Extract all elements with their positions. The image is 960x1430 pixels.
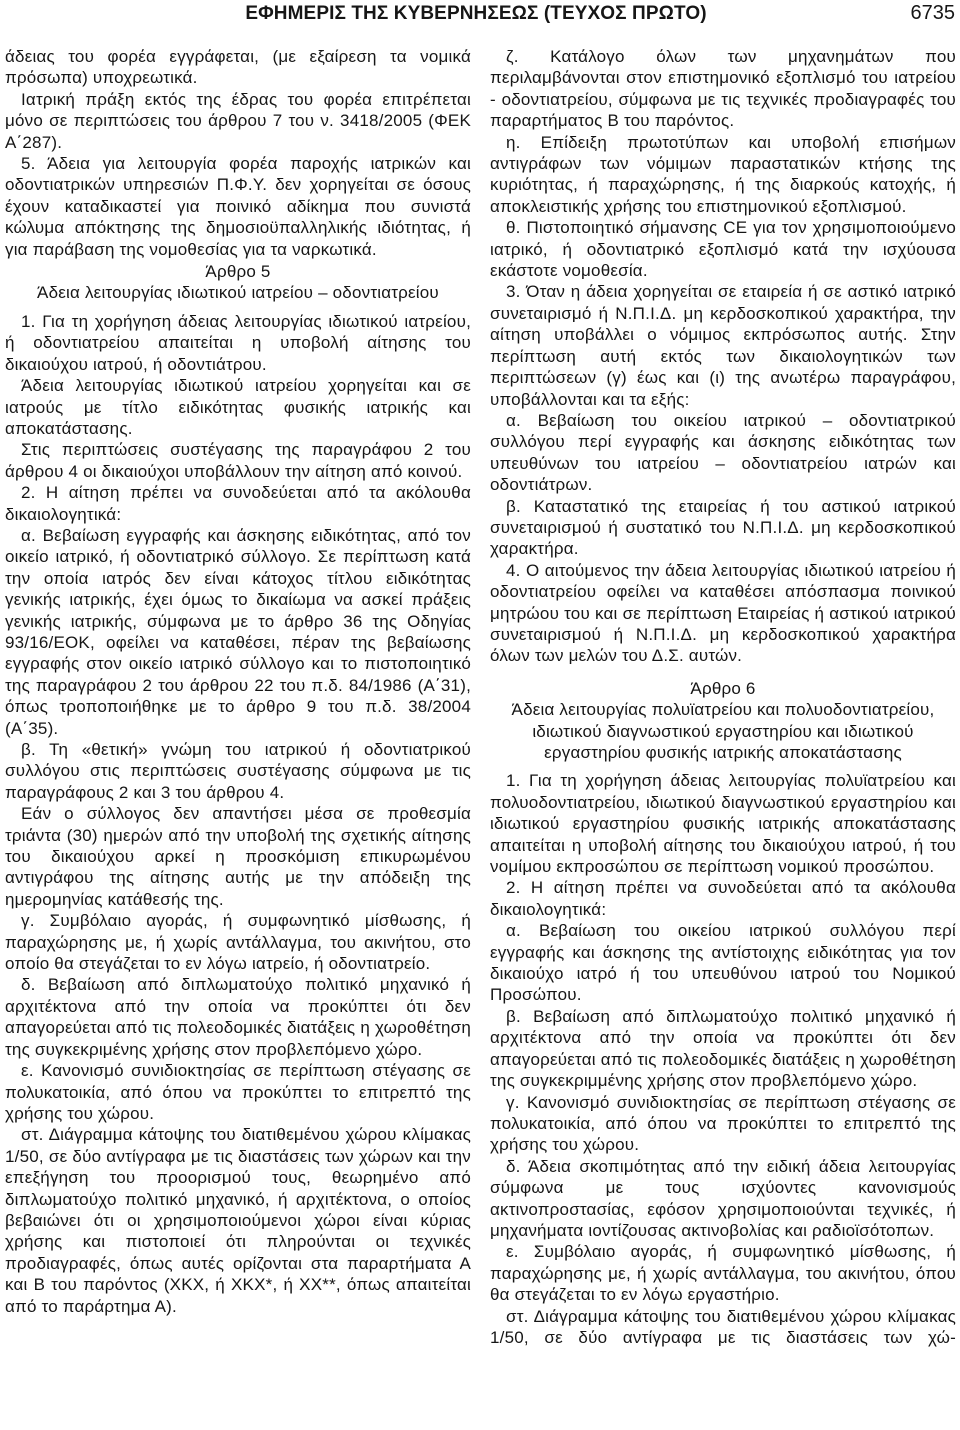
body-paragraph: ε. Κανονισμό συνιδιοκτησίας σε περίπτωση στέγασης σε πολυκατοικία, από όπου να προκύπτει το επιτρεπτό της χρήσης του χώρου. (5, 1061, 471, 1123)
body-paragraph: 4. Ο αιτούμενος την άδεια λειτουργίας ιδιωτικού ιατρείου ή οδοντιατρείου οφείλει να καταθέσει απόσπασμα ποινικού μητρώου του και σε περίπτωση Εταιρείας ή αστικού ιατρικού συνεταιρισμού ή Ν.Π.Ι.Δ. μη κερδοσκοπικού χαρακτήρα όλων των μελών του Δ.Σ. αυτών. (490, 560, 956, 666)
body-paragraph: στ. Διάγραμμα κάτοψης του διατιθεμένου χώρου κλίμακας 1/50, σε δύο αντίγραφα με τις διαστάσεις των χώρων και την επεξήγηση του προορισμού τους, θεωρημένο από διπλωματούχο πολιτικό μηχανικό, ή αρχιτέκτονα, ο οποίος βεβαιώνει ότι οι χρησιμοποιούμενοι χώροι είναι κύριας χρήσης και πιστοποιεί ότι πληρούνται οι τεχνικές προδιαγραφές, όπως αυτές ορίζονται στα παραρτήματα Α και Β του παρόντος (ΧΚΧ, ή ΧΚΧ*, ή ΧΧ**, όπως απαιτείται από το παράρτημα Α). (5, 1125, 471, 1316)
body-paragraph: η. Επίδειξη πρωτοτύπων και υποβολή επισήμων αντιγράφων των νόμιμων παραστατικών κτήσης της κυριότητας, ή παραχώρησης, ή της διαρκούς κατοχής, ή αποκλειστικής χρήσης του επιστημονικού εξοπλισμού. (490, 132, 956, 216)
body-paragraph: Άδεια λειτουργίας ιδιωτικού ιατρείου χορηγείται και σε ιατρούς με τίτλο ειδικότητας φυσικής ιατρικής και αποκατάστασης. (5, 376, 471, 438)
left-column (5, 46, 471, 1317)
right-column (490, 46, 956, 1348)
gazette-title: ΕΦΗΜΕΡΙΣ ΤΗΣ ΚΥΒΕΡΝΗΣΕΩΣ (ΤΕΥΧΟΣ ΠΡΩΤΟ) (245, 3, 707, 24)
body-paragraph: β. Τη «θετική» γνώμη του ιατρικού ή οδοντιατρικού συλλόγου στις περιπτώσεις συστέγασης σύμφωνα με τις παραγράφους 2 και 3 του άρθρου 4. (5, 740, 471, 802)
body-paragraph: α. Βεβαίωση του οικείου ιατρικού – οδοντιατρικού συλλόγου περί εγγραφής και άσκησης ειδικότητας των υπευθύνων του ιατρείου – οδοντιατρείου ιατρών και οδοντιάτρων. (490, 410, 956, 495)
body-paragraph: ε. Συμβόλαιο αγοράς, ή συμφωνητικό μίσθωσης, ή παραχώρησης με, ή χωρίς αντάλλαγμα, του ακινήτου, όπου θα στεγάζεται το εν λόγω εργαστήριο. (490, 1242, 956, 1305)
article-subheading: Άδεια λειτουργίας πολυϊατρείου και πολυοδοντιατρείου, ιδιωτικού διαγνωστικού εργαστηρίου και ιδιωτικού εργαστηρίου φυσικής ιατρικής αποκατάστασης (511, 700, 935, 762)
article-subheading: Άδεια λειτουργίας ιδιωτικού ιατρείου – οδοντιατρείου (37, 283, 439, 303)
page-header (0, 0, 960, 28)
body-paragraph: 5. Άδεια για λειτουργία φορέα παροχής ιατρικών και οδοντιατρικών υπηρεσιών Π.Φ.Υ. δεν χορηγείται σε όσους έχουν καταδικαστεί για ποινικό αδίκημα που συνιστά κώλυμα απόκτησης της δημοσιοϋπαλληλικής ιδιότητας, ή για παράβαση της νομοθεσίας για τα ναρκωτικά. (5, 154, 471, 259)
body-paragraph: δ. Άδεια σκοπιμότητας από την ειδική άδεια λειτουργίας σύμφωνα με τους ισχύοντες κανονισμούς ακτινοπροστασίας, εφόσον χρησιμοποιούνται τεχνικές, ή μηχανήματα ιοντίζουσας ακτινοβολίας και ραδιοϊσότοπων. (490, 1156, 956, 1240)
body-paragraph: Ιατρική πράξη εκτός της έδρας του φορέα επιτρέπεται μόνο σε περιπτώσεις του άρθρου 7 του ν. 3418/2005 (ΦΕΚ Α΄287). (5, 89, 471, 152)
body-paragraph: στ. Διάγραμμα κάτοψης του διατιθεμένου χώρου κλίμακας 1/50, σε δύο αντίγραφα με τις διαστάσεις των χώ- (490, 1306, 956, 1347)
body-paragraph: 2. Η αίτηση πρέπει να συνοδεύεται από τα ακόλουθα δικαιολογητικά: (5, 483, 471, 524)
body-paragraph: α. Βεβαίωση εγγραφής και άσκησης ειδικότητας, από τον οικείο ιατρικό, ή οδοντιατρικό σύλλογο. Σε περίπτωση κατά την οποία ιατρός δεν είναι κάτοχος τίτλου ειδικότητας γενικής ιατρικής, έχει όμως το δικαίωμα να ασκεί πράξεις γενικής ιατρικής, σύμφωνα με το άρθρο 36 της Οδηγίας 93/16/ΕΟΚ, οφείλει να καταθέσει, πέραν της βεβαίωσης εγγραφής στον οικείο ιατρικό σύλλογο και το πιστοποιητικό της παραγράφου 2 του άρθρου 22 του π.δ. 84/1986 (Α΄31), όπως τροποποιήθηκε με το άρθρο 9 του π.δ. 38/2004 (Α΄35). (5, 525, 471, 738)
page-number: 6735 (910, 2, 955, 24)
body-paragraph: 3. Όταν η άδεια χορηγείται σε εταιρεία ή σε αστικό ιατρικό συνεταιρισμό ή Ν.Π.Ι.Δ. μη κερδοσκοπικού χαρακτήρα, την αίτηση υποβάλλει ο νόμιμος εκπρόσωπος αυτής. Στην περίπτωση αυτή εκτός των δικαιολογητικών των περιπτώσεων (γ) έως και (ι) της ανωτέρω παραγράφου, υποβάλλονται και τα εξής: (490, 282, 956, 409)
body-paragraph: β. Βεβαίωση από διπλωματούχο πολιτικό μηχανικό ή αρχιτέκτονα από την οποία να προκύπτει ότι δεν απαγορεύεται από τις πολεοδομικές διατάξεις η χωροθέτηση της συγκεκριμμένης χρήσης στον προβλεπόμενο χώρο. (490, 1006, 956, 1091)
body-paragraph: 1. Για τη χορήγηση άδειας λειτουργίας ιδιωτικού ιατρείου, ή οδοντιατρείου απαιτείται η υποβολή αίτησης του δικαιούχου ιατρού, ή οδοντιάτρου. (5, 311, 471, 374)
body-paragraph: α. Βεβαίωση του οικείου ιατρικού συλλόγου περί εγγραφής και άσκησης της αντίστοιχης ειδικότητας για τον δικαιούχο ιατρό ή του υπευθύνου ιατρού του Νομικού Προσώπου. (490, 921, 956, 1005)
body-paragraph: γ. Συμβόλαιο αγοράς, ή συμφωνητικό μίσθωσης, ή παραχώρησης με, ή χωρίς αντάλλαγμα, του ακινήτου, στο οποίο θα στεγάζεται το εν λόγω ιατρείο, ή οδοντιατρείο. (5, 911, 471, 974)
body-paragraph: 1. Για τη χορήγηση άδειας λειτουργίας πολυϊατρείου και πολυοδοντιατρείου, ιδιωτικού διαγνωστικού εργαστηρίου και ιδιωτικού εργαστηρίου φυσικής ιατρικής αποκατάστασης απαιτείται η υποβολή αίτησης του δικαιούχου ιατρού, ή του νομίμου εκπροσώπου σε περίπτωση νομικού προσώπου. (490, 771, 956, 877)
article-heading: Άρθρο 5 (205, 262, 271, 282)
body-paragraph: Στις περιπτώσεις συστέγασης της παραγράφου 2 του άρθρου 4 οι δικαιούχοι υποβάλλουν την αίτηση από κοινού. (5, 440, 471, 481)
body-paragraph: ζ. Κατάλογο όλων των μηχανημάτων που περιλαμβάνονται στον επιστημονικό εξοπλισμό του ιατρείου - οδοντιατρείου, σύμφωνα με τις τεχνικές προδιαγραφές του παραρτήματος Β του παρόντος. (490, 47, 956, 131)
body-paragraph: β. Καταστατικό της εταιρείας ή του αστικού ιατρικού συνεταιρισμού ή συστατικό του Ν.Π.Ι.Δ. μη κερδοσκοπικού χαρακτήρα. (490, 496, 956, 559)
body-paragraph: Εάν ο σύλλογος δεν απαντήσει μέσα σε προθεσμία τριάντα (30) ημερών από την υποβολή της σχετικής αίτησης του δικαιούχου αρκεί η προσκόμιση επικυρωμένου αντιγράφου της αίτησης αυτής με την απόδειξη της ημερομηνίας κατάθεσής της. (5, 804, 471, 909)
article-heading: Άρθρο 6 (690, 678, 756, 698)
body-paragraph: δ. Βεβαίωση από διπλωματούχο πολιτικό μηχανικό ή αρχιτέκτονα από την οποία να προκύπτει ότι δεν απαγορεύεται από τις πολεοδομικές διατάξεις η χωροθέτηση της συγκεκριμένης χρήσης στον προβλεπόμενο χώρο. (5, 975, 471, 1059)
body-paragraph: θ. Πιστοποιητικό σήμανσης CE για τον χρησιμοποιούμενο ιατρικό, ή οδοντιατρικό εξοπλισμό κατά την ισχύουσα εκάστοτε νομοθεσία. (490, 218, 956, 281)
body-paragraph: άδειας του φορέα εγγράφεται, (με εξαίρεση τα νομικά πρόσωπα) υποχρεωτικά. (5, 47, 471, 88)
body-paragraph: γ. Κανονισμό συνιδιοκτησίας σε περίπτωση στέγασης σε πολυκατοικία, από όπου να προκύπτει το επιτρεπτό της χρήσης του χώρου. (490, 1092, 956, 1155)
body-paragraph: 2. Η αίτηση πρέπει να συνοδεύεται από τα ακόλουθα δικαιολογητικά: (490, 878, 956, 919)
